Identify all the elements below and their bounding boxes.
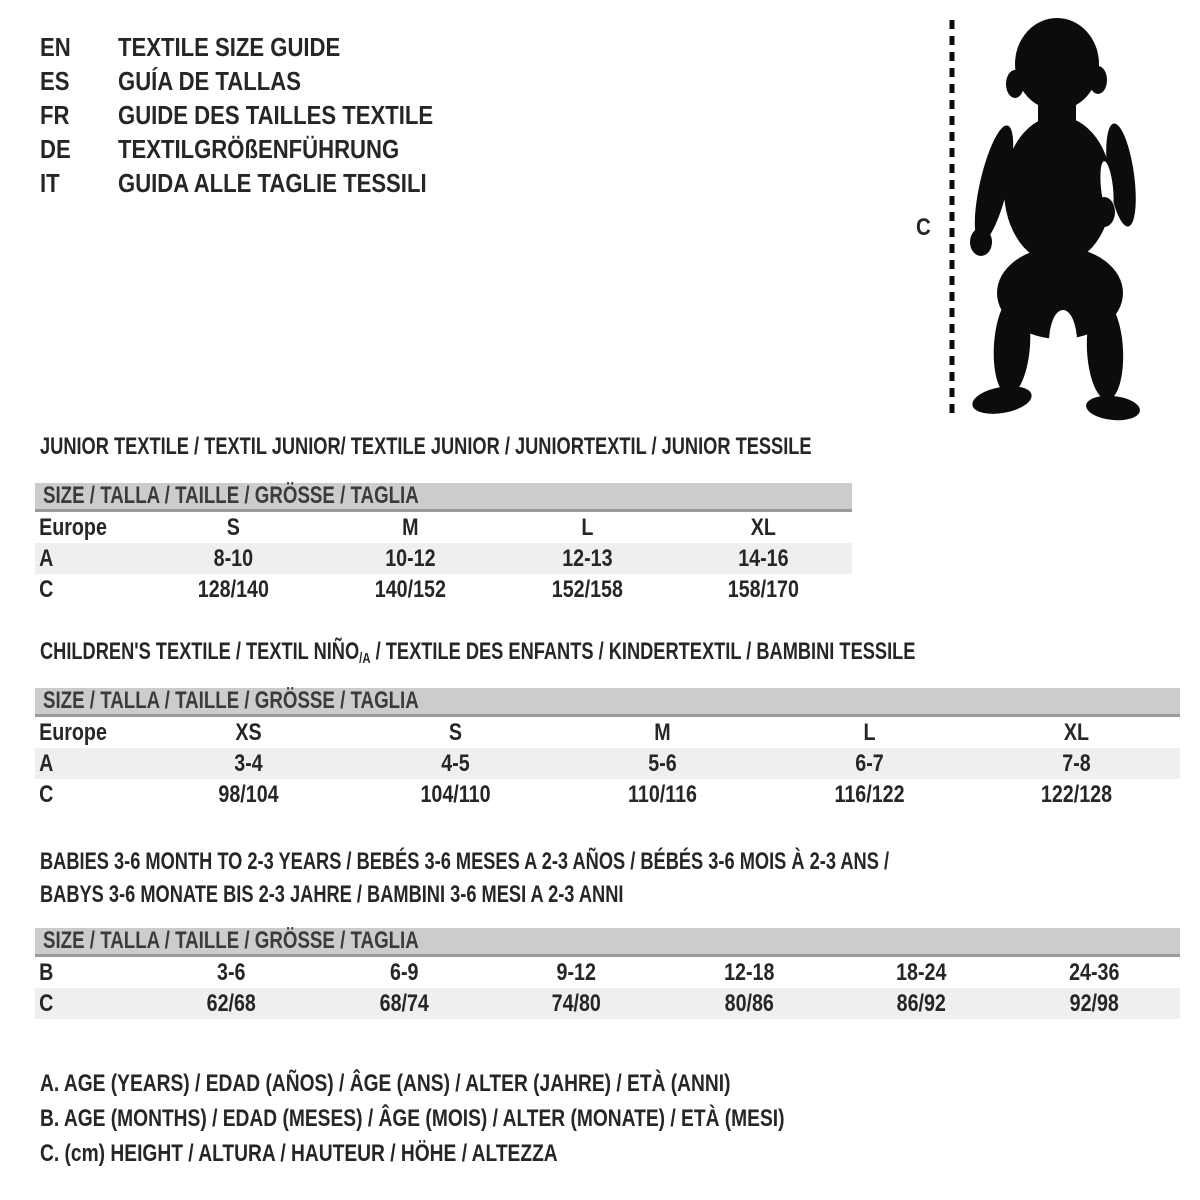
- legend-notes: [40, 1066, 971, 1171]
- table-cell: M: [654, 718, 671, 746]
- lang-title: GUIDE DES TAILLES TEXTILE: [118, 99, 434, 130]
- lang-row-es: [40, 64, 489, 98]
- row-label: B: [39, 958, 54, 986]
- lang-title: TEXTILGRÖßENFÜHRUNG: [118, 133, 400, 164]
- table-cell: 128/140: [197, 575, 269, 603]
- table-cell: 12-13: [561, 544, 613, 572]
- height-measure-label: C: [916, 214, 931, 241]
- note-age-months: B. AGE (MONTHS) / EDAD (MESES) / ÂGE (MOIS) / ALTER (MONATE) / ETÀ (MESI): [40, 1104, 785, 1132]
- table-cell: 6-7: [855, 749, 884, 777]
- table-row-height: [35, 988, 1180, 1019]
- table-cell: 92/98: [1069, 989, 1119, 1017]
- lang-code: DE: [40, 133, 71, 164]
- children-heading-main: CHILDREN'S TEXTILE / TEXTIL NIÑO: [40, 638, 360, 665]
- table-row-height: [35, 574, 852, 605]
- table-cell: L: [580, 513, 593, 541]
- table-cell: 5-6: [648, 749, 677, 777]
- baby-silhouette-icon: [905, 12, 1155, 427]
- note-age-years: A. AGE (YEARS) / EDAD (AÑOS) / ÂGE (ANS) / ALTER (JAHRE) / ETÀ (ANNI): [40, 1069, 731, 1097]
- table-row-age: [35, 748, 1180, 779]
- table-cell: L: [863, 718, 876, 746]
- table-cell: 3-6: [217, 958, 246, 986]
- table-cell: XL: [1063, 718, 1090, 746]
- table-cell: 3-4: [234, 749, 263, 777]
- lang-code: FR: [40, 99, 70, 130]
- table-cell: 8-10: [213, 544, 254, 572]
- table-cell: 122/128: [1040, 780, 1113, 808]
- table-cell: 14-16: [738, 544, 789, 572]
- language-title-list: [40, 30, 489, 200]
- table-cell: 24-36: [1068, 958, 1119, 986]
- babies-size-header-band: [35, 928, 1180, 957]
- junior-size-table: [35, 483, 852, 605]
- children-size-table: [35, 688, 1180, 810]
- table-cell: 74/80: [551, 989, 601, 1017]
- table-cell: 18-24: [896, 958, 947, 986]
- table-cell: 6-9: [389, 958, 418, 986]
- table-cell: 62/68: [206, 989, 256, 1017]
- junior-section-heading: JUNIOR TEXTILE / TEXTIL JUNIOR/ TEXTILE JUNIOR / JUNIORTEXTIL / JUNIOR TESSILE: [40, 433, 812, 460]
- table-row-height: [35, 779, 1180, 810]
- row-label: Europe: [39, 718, 107, 746]
- table-row-europe: [35, 717, 1180, 748]
- table-cell: 80/86: [724, 989, 774, 1017]
- babies-section-heading-line2: BABYS 3-6 MONATE BIS 2-3 JAHRE / BAMBINI 3-6 MESI A 2-3 ANNI: [40, 881, 624, 908]
- table-cell: 104/110: [420, 780, 491, 808]
- size-header-label: SIZE / TALLA / TAILLE / GRÖSSE / TAGLIA: [43, 482, 419, 509]
- table-row-months: [35, 957, 1180, 988]
- table-cell: 7-8: [1062, 749, 1091, 777]
- children-section-heading: [40, 638, 915, 673]
- lang-title: GUIDA ALLE TAGLIE TESSILI: [118, 167, 427, 198]
- table-row-europe: [35, 512, 852, 543]
- table-row-age: [35, 543, 852, 574]
- note-height-cm: C. (cm) HEIGHT / ALTURA / HAUTEUR / HÖHE / ALTEZZA: [40, 1139, 558, 1167]
- row-label: C: [39, 575, 54, 603]
- size-header-label: SIZE / TALLA / TAILLE / GRÖSSE / TAGLIA: [43, 927, 419, 954]
- lang-row-fr: [40, 98, 489, 132]
- children-heading-sub: /A: [359, 650, 371, 667]
- table-cell: 116/122: [834, 780, 905, 808]
- table-cell: 158/170: [728, 575, 800, 603]
- table-cell: 68/74: [379, 989, 429, 1017]
- lang-code: IT: [40, 167, 60, 198]
- lang-title: TEXTILE SIZE GUIDE: [118, 31, 341, 62]
- babies-size-table: [35, 928, 1180, 1019]
- row-label: A: [39, 749, 54, 777]
- table-cell: 110/116: [628, 780, 697, 808]
- lang-code: ES: [40, 65, 70, 96]
- size-header-label: SIZE / TALLA / TAILLE / GRÖSSE / TAGLIA: [43, 687, 419, 714]
- row-label: C: [39, 989, 54, 1017]
- table-cell: 9-12: [556, 958, 596, 986]
- table-cell: 10-12: [384, 544, 436, 572]
- table-cell: 4-5: [441, 749, 470, 777]
- lang-row-en: [40, 30, 489, 64]
- table-cell: XS: [235, 718, 262, 746]
- row-label: Europe: [39, 513, 107, 541]
- children-heading-rest: / TEXTILE DES ENFANTS / KINDERTEXTIL / BAMBINI TESSILE: [370, 638, 916, 665]
- lang-row-de: [40, 132, 489, 166]
- junior-size-header-band: [35, 483, 852, 512]
- baby-silhouette: [967, 18, 1141, 423]
- row-label: A: [39, 544, 54, 572]
- table-cell: 86/92: [896, 989, 946, 1017]
- table-cell: 152/158: [551, 575, 623, 603]
- table-cell: M: [401, 513, 419, 541]
- lang-row-it: [40, 166, 489, 200]
- row-label: C: [39, 780, 54, 808]
- children-size-header-band: [35, 688, 1180, 717]
- table-cell: S: [448, 718, 463, 746]
- table-cell: 12-18: [723, 958, 774, 986]
- table-cell: 140/152: [374, 575, 446, 603]
- lang-title: GUÍA DE TALLAS: [118, 65, 301, 96]
- table-cell: XL: [751, 513, 777, 541]
- table-cell: S: [226, 513, 240, 541]
- table-cell: 98/104: [218, 780, 279, 808]
- lang-code: EN: [40, 31, 71, 62]
- babies-section-heading-line1: BABIES 3-6 MONTH TO 2-3 YEARS / BEBÉS 3-6 MESES A 2-3 AÑOS / BÉBÉS 3-6 MOIS À 2-3 ANS /: [40, 848, 890, 875]
